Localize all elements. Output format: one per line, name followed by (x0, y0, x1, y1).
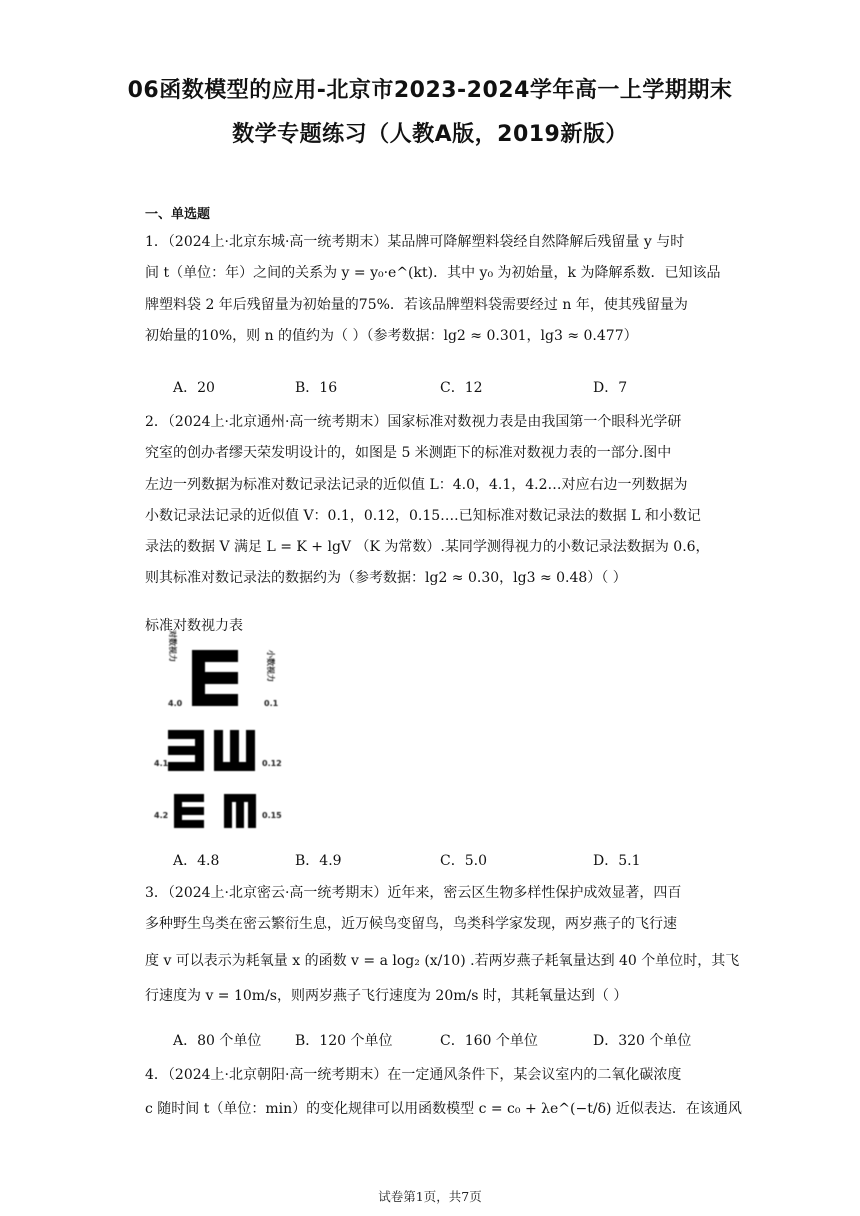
q1-option-a[interactable]: A．20 (173, 380, 215, 396)
q2-line-5: 录法的数据 V 满足 L = K + lgV （K 为常数）.某同学测得视力的小数记录法数据为 0.6， (145, 539, 710, 556)
row3-L: 4.2 (154, 811, 169, 820)
e-optotype-row3-right (224, 794, 256, 828)
q2-option-c[interactable]: C．5.0 (440, 853, 487, 869)
row2-L: 4.1 (154, 759, 169, 768)
eye-chart-caption: 标准对数视力表 (145, 618, 243, 634)
eye-chart-image (154, 630, 294, 840)
doc-title-line1: 06函数模型的应用-北京市2023-2024学年高一上学期期末 (127, 78, 733, 103)
q2-option-d[interactable]: D．5.1 (593, 853, 641, 869)
e-optotype-row3-left (174, 794, 204, 828)
e-optotype-row1 (192, 650, 238, 706)
q1-line-3: 牌塑料袋 2 年后残留量为初始量的75%．若该品牌塑料袋需要经过 n 年，使其残留量为 (145, 296, 688, 313)
eye-chart-right-header: 小数视力 (266, 650, 275, 682)
row3-V: 0.15 (262, 811, 282, 820)
q3-options (145, 1030, 725, 1054)
doc-title-line2: 数学专题练习（人教A版，2019新版） (232, 122, 628, 147)
row1-L: 4.0 (168, 699, 183, 708)
q1-option-b[interactable]: B．16 (295, 380, 338, 396)
q2-line-4: 小数记录法记录的近似值 V：0.1，0.12，0.15….已知标准对数记录法的数据 L 和小数记 (145, 507, 701, 524)
q3-line-4: 行速度为 v = 10m/s，则两岁燕子飞行速度为 20m/s 时，其耗氧量达到（ ） (145, 987, 628, 1004)
row1-V: 0.1 (264, 699, 279, 708)
question-4 (145, 1060, 742, 1127)
q2-line-3: 左边一列数据为标准对数记录法记录的近似值 L：4.0，4.1，4.2…对应右边一列数据为 (145, 476, 688, 493)
q4-line-1: 4．（2024上·北京朝阳·高一统考期末）在一定通风条件下，某会议室内的二氧化碳浓度 (145, 1067, 682, 1083)
q2-options (145, 850, 725, 874)
q1-option-d[interactable]: D．7 (593, 380, 628, 396)
q2-line-6: 则其标准对数记录法的数据约为（参考数据：lg2 ≈ 0.30，lg3 ≈ 0.48）（ ） (145, 570, 627, 587)
q1-options (145, 377, 725, 401)
q1-line-1: 1．（2024上·北京东城·高一统考期末）某品牌可降解塑料袋经自然降解后残留量 y 与时 (145, 234, 685, 250)
q3-line-1: 3．（2024上·北京密云·高一统考期末）近年来，密云区生物多样性保护成效显著，四百 (145, 885, 682, 901)
row2-V: 0.12 (262, 759, 282, 768)
q2-option-a[interactable]: A．4.8 (173, 853, 220, 869)
question-1 (145, 227, 721, 352)
q1-option-c[interactable]: C．12 (440, 380, 483, 396)
q3-option-c[interactable]: C．160 个单位 (440, 1033, 538, 1049)
q1-line-4: 初始量的10%，则 n 的值约为（ ）（参考数据：lg2 ≈ 0.301，lg3 ≈ 0.477） (145, 327, 638, 344)
q3-option-a[interactable]: A．80 个单位 (173, 1033, 262, 1049)
q2-line-1: 2．（2024上·北京通州·高一统考期末）国家标准对数视力表是由我国第一个眼科光学研 (145, 414, 682, 430)
q2-line-2: 究室的创办者缪天荣发明设计的，如图是 5 米测距下的标准对数视力表的一部分.图中 (145, 445, 672, 462)
e-optotype-row2-left (168, 730, 204, 771)
page-footer: 试卷第1页，共7页 (378, 1189, 482, 1204)
question-2 (145, 407, 715, 595)
q2-option-b[interactable]: B．4.9 (295, 853, 342, 869)
section-heading: 一、单选题 (145, 207, 211, 222)
q3-option-d[interactable]: D．320 个单位 (593, 1033, 692, 1049)
e-optotype-row2-right (214, 730, 255, 771)
q3-option-b[interactable]: B．120 个单位 (295, 1033, 393, 1049)
q1-line-2: 间 t（单位：年）之间的关系为 y = y₀·e^(kt)．其中 y₀ 为初始量，k 为降解系数．已知该品 (145, 265, 721, 282)
eye-chart-left-header: 对数视力 (168, 630, 177, 662)
q3-line-3: 度 v 可以表示为耗氧量 x 的函数 v = a log₂ (x/10) .若两岁燕子耗氧量达到 40 个单位时，其飞 (145, 952, 740, 969)
q3-line-2: 多种野生鸟类在密云繁衍生息，近万候鸟变留鸟，鸟类科学家发现，两岁燕子的飞行速 (145, 916, 677, 933)
question-3 (145, 878, 740, 1012)
q4-line-2: c 随时间 t（单位：min）的变化规律可以用函数模型 c = c₀ + λe^(−t/δ) 近似表达．在该通风 (145, 1101, 742, 1118)
